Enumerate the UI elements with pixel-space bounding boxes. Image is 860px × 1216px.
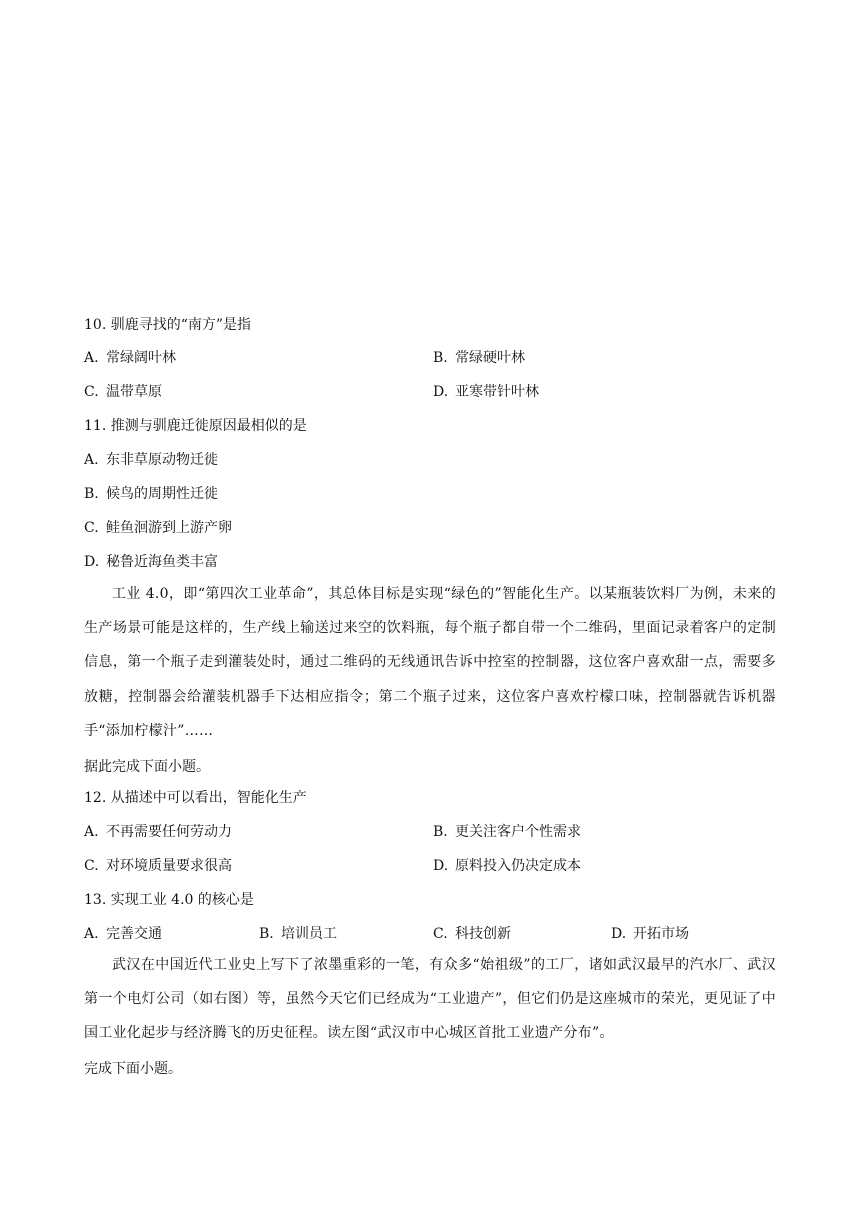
option-letter: B.	[84, 486, 99, 502]
option-letter: D.	[611, 926, 627, 942]
option-text: 不再需要任何劳动力	[106, 824, 232, 840]
option-text: 科技创新	[455, 926, 511, 942]
question-13-option-b	[259, 924, 337, 944]
option-text: 对环境质量要求很高	[106, 858, 232, 874]
question-10-option-d	[433, 382, 539, 402]
question-10-option-b	[433, 348, 525, 368]
question-11-stem: 11. 推测与驯鹿迁徙原因最相似的是	[84, 418, 307, 434]
option-text: 开拓市场	[633, 926, 689, 942]
option-letter: C.	[433, 926, 448, 942]
option-letter: C.	[84, 858, 99, 874]
passage-industry-4: 工业 4.0，即“第四次工业革命”，其总体目标是实现“绿色的”智能化生产。以某瓶装饮料厂为例，未来的生产场景可能是这样的，生产线上输送过来空的饮料瓶，每个瓶子都自带一个二维码，里面记录着客户的定制信息，第一个瓶子走到灌装处时，通过二维码的无线通讯告诉中控室的控制器，这位客户喜欢甜一点，需要多放糖，控制器会给灌装机器手下达相应指令；第二个瓶子过来，这位客户喜欢柠檬口味，控制器就告诉机器手“添加柠檬汁”……	[84, 586, 776, 739]
question-13-option-c	[433, 924, 511, 944]
option-text: 常绿硬叶林	[455, 350, 525, 366]
question-12-option-c	[84, 856, 232, 876]
instruction-2: 完成下面小题。	[84, 1061, 182, 1077]
question-11-option-a	[84, 450, 218, 470]
question-10-option-a	[84, 348, 176, 368]
question-12-option-a	[84, 822, 232, 842]
option-text: 更关注客户个性需求	[455, 824, 581, 840]
instruction-1: 据此完成下面小题。	[84, 759, 210, 775]
question-11-option-d	[84, 552, 218, 572]
passage-wuhan-industrial-heritage: 武汉在中国近代工业史上写下了浓墨重彩的一笔，有众多“始祖级”的工厂，诸如武汉最早的汽水厂、武汉第一个电灯公司（如右图）等，虽然今天它们已经成为“工业遗产”，但它们仍是这座城市的荣光，更见证了中国工业化起步与经济腾飞的历史征程。读左图“武汉市中心城区首批工业遗产分布”。	[84, 957, 776, 1042]
option-letter: D.	[84, 554, 100, 570]
option-text: 东非草原动物迁徙	[106, 452, 218, 468]
option-letter: D.	[433, 384, 449, 400]
option-letter: C.	[84, 520, 99, 536]
option-letter: B.	[259, 926, 274, 942]
option-text: 温带草原	[106, 384, 162, 400]
option-text: 原料投入仍决定成本	[455, 858, 581, 874]
option-letter: A.	[84, 926, 99, 942]
option-letter: D.	[433, 858, 449, 874]
option-letter: B.	[433, 824, 448, 840]
option-text: 候鸟的周期性迁徙	[106, 486, 218, 502]
question-12-stem: 12. 从描述中可以看出，智能化生产	[84, 790, 307, 806]
question-10-option-c	[84, 382, 162, 402]
question-12-option-d	[433, 856, 581, 876]
question-10-stem: 10. 驯鹿寻找的“南方”是指	[84, 317, 252, 333]
question-12-option-b	[433, 822, 581, 842]
option-text: 培训员工	[281, 926, 337, 942]
question-11-option-c	[84, 518, 232, 538]
option-letter: A.	[84, 824, 99, 840]
option-text: 鲑鱼洄游到上游产卵	[106, 520, 232, 536]
question-13-stem: 13. 实现工业 4.0 的核心是	[84, 892, 254, 908]
option-letter: A.	[84, 452, 99, 468]
option-letter: A.	[84, 350, 99, 366]
option-text: 秘鲁近海鱼类丰富	[106, 554, 218, 570]
option-letter: C.	[84, 384, 99, 400]
option-text: 完善交通	[106, 926, 162, 942]
question-13-option-d	[611, 924, 689, 944]
option-text: 常绿阔叶林	[106, 350, 176, 366]
option-letter: B.	[433, 350, 448, 366]
question-13-option-a	[84, 924, 162, 944]
question-11-option-b	[84, 484, 218, 504]
option-text: 亚寒带针叶林	[455, 384, 539, 400]
